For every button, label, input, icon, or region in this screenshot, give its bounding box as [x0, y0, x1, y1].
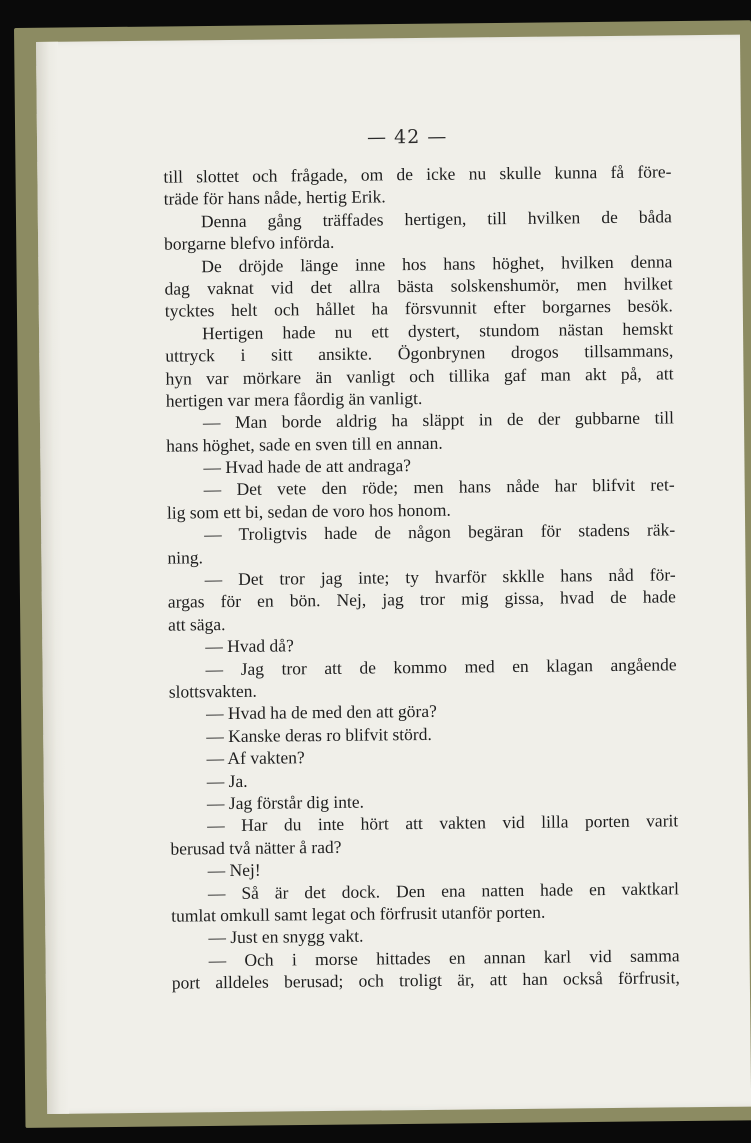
text-line: De dröjde länge inne hos hans höghet, hvilken denna	[201, 250, 673, 276]
text-line: — Hvad då?	[205, 635, 294, 657]
text-line: slottsvakten.	[168, 680, 257, 702]
book-page	[36, 35, 751, 1114]
text-line: — Det vete den röde; men hans nåde har blifvit ret-	[203, 474, 675, 500]
text-line: — Man borde aldrig ha släppt in de der gubbarne till	[202, 407, 675, 433]
text-line: till slottet och frågade, om de icke nu skulle kunna få före-	[163, 161, 672, 187]
text-line: lig som ett bi, sedan de voro hos honom.	[166, 499, 451, 523]
text-line: hertigen var mera fåordig än vanligt.	[165, 387, 423, 411]
text-line: port alldeles berusad; och troligt är, att han också förfrusit,	[171, 967, 680, 993]
text-line: Denna gång träffades hertigen, till hvilken de båda	[200, 206, 672, 232]
text-line: — Hvad hade de att andraga?	[203, 455, 412, 478]
text-line: — Jag förstår dig inte.	[206, 791, 365, 814]
text-line: — Så är det dock. Den ena natten hade en vaktkarl	[207, 877, 679, 903]
text-line: — Och i morse hittades en annan karl vid samma	[208, 944, 680, 970]
text-line: — Det tror jag inte; ty hvarför skklle hans nåd för-	[204, 564, 676, 590]
text-line: tumlat omkull samt legat och förfrusit utanför porten.	[171, 901, 546, 926]
text-line: — Hvad ha de med den att göra?	[205, 701, 437, 724]
text-line: berusad två nätter å rad?	[170, 836, 342, 859]
text-line: argas för en bön. Nej, jag tror mig gissa, hvad de hade	[167, 586, 676, 613]
text-line: Hertigen hade nu ett dystert, stundom nästan hemskt	[201, 318, 674, 344]
text-line: träde för hans nåde, hertig Erik.	[163, 186, 386, 210]
text-line: borgarne blefvo införda.	[164, 232, 335, 254]
text-line: att säga.	[168, 613, 226, 635]
text-line: — Ja.	[206, 770, 248, 791]
text-line: — Har du inte hört att vakten vid lilla porten varit	[207, 810, 679, 836]
text-line: — Just en snygg vakt.	[208, 925, 364, 948]
text-line: — Jag tror att de kommo med en klagan angående	[205, 653, 677, 679]
page-number: — 42 —	[366, 125, 448, 149]
text-line: dag vaknat vid det allra bästa solskenshumör, men hvilket	[164, 273, 673, 299]
text-line: — Troligtvis hade de någon begäran för stadens räk-	[204, 519, 676, 545]
text-line: uttryck i sitt ansikte. Ögonbrynen drogos tillsammans,	[165, 340, 674, 366]
text-line: — Nej!	[207, 859, 261, 881]
text-line: — Af vakten?	[206, 747, 305, 769]
page-body-text	[163, 160, 680, 994]
text-line: ning.	[167, 546, 204, 568]
text-line: hans höghet, sade en sven till en annan.	[166, 432, 443, 456]
text-line: — Kanske deras ro blifvit störd.	[206, 723, 432, 747]
text-line: hyn var mörkare än vanligt och tillika gaf man akt på, att	[165, 362, 674, 389]
text-line: tycktes helt och hållet ha försvunnit efter borgarnes besök.	[164, 295, 673, 322]
